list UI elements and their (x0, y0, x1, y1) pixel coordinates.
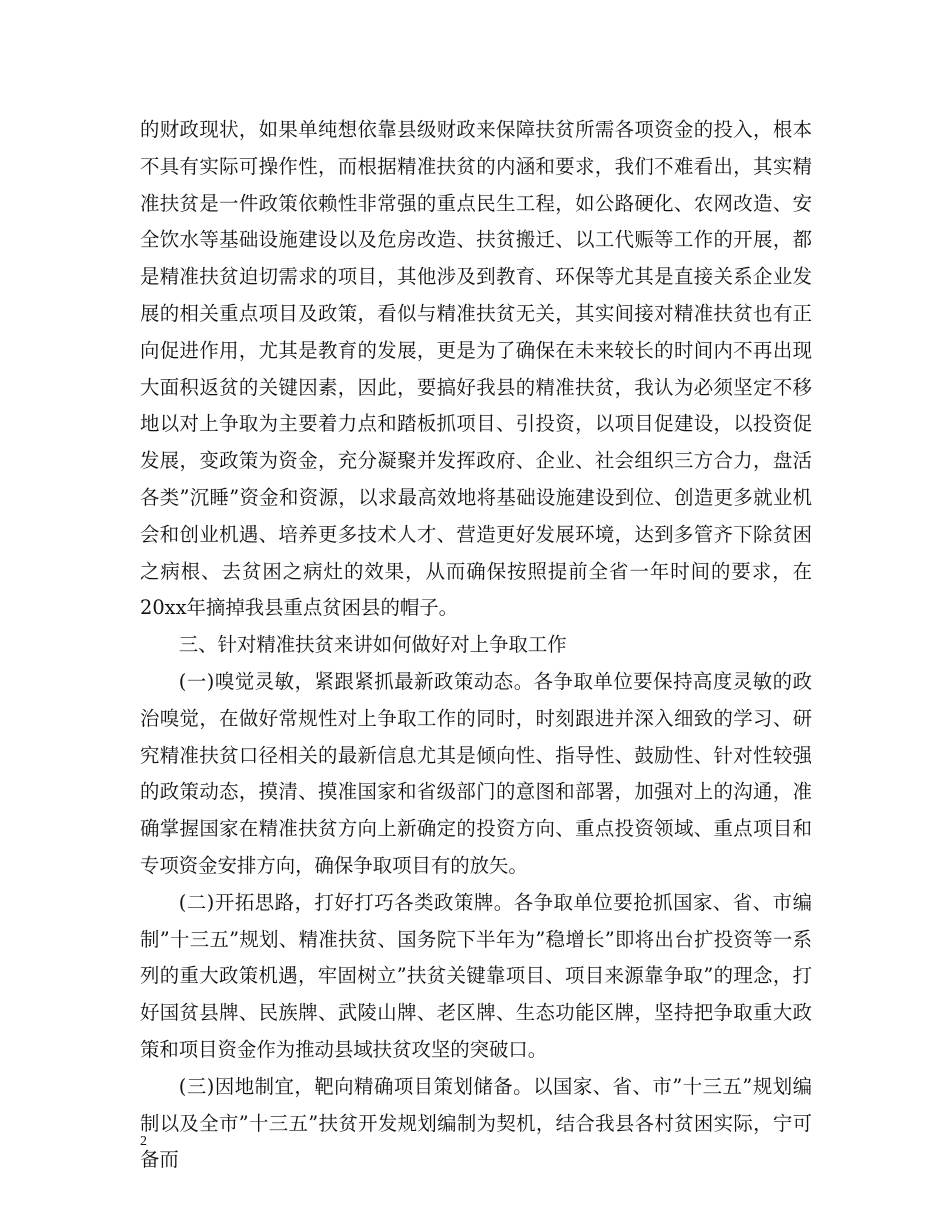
paragraph-continuation: 的财政现状，如果单纯想依靠县级财政来保障扶贫所需各项资金的投入，根本不具有实际可操作性，而根据精准扶贫的内涵和要求，我们不难看出，其实精准扶贫是一件政策依赖性非常强的重点民生工程，如公路硬化、农网改造、安全饮水等基础设施建设以及危房改造、扶贫搬迁、以工代赈等工作的开展，都是精准扶贫迫切需求的项目，其他涉及到教育、环保等尤其是直接关系企业发展的相关重点项目及政策，看似与精准扶贫无关，其实间接对精准扶贫也有正向促进作用，尤其是教育的发展，更是为了确保在未来较长的时间内不再出现大面积返贫的关键因素，因此，要搞好我县的精准扶贫，我认为必须坚定不移地以对上争取为主要着力点和踏板抓项目、引投资，以项目促建设，以投资促发展，变政策为资金，充分凝聚并发挥政府、企业、社会组织三方合力，盘活各类”沉睡”资金和资源，以求最高效地将基础设施建设到位、创造更多就业机会和创业机遇、培养更多技术人才、营造更好发展环境，达到多管齐下除贫困之病根、去贫困之病灶的效果，从而确保按照提前全省一年时间的要求，在20xx年摘掉我县重点贫困县的帽子。 (140, 118, 812, 620)
document-body (140, 112, 812, 1179)
paragraph-item-3: (三)因地制宜，靶向精确项目策划储备。以国家、省、市”十三五”规划编制以及全市”十三五”扶贫开发规划编制为契机，结合我县各村贫困实际，宁可备而 (140, 1074, 812, 1172)
paragraph-item-1: (一)嗅觉灵敏，紧跟紧抓最新政策动态。各争取单位要保持高度灵敏的政治嗅觉，在做好常规性对上争取工作的同时，时刻跟进并深入细致的学习、研究精准扶贫口径相关的最新信息尤其是倾向性、指导性、鼓励性、针对性较强的政策动态，摸清、摸准国家和省级部门的意图和部署，加强对上的沟通，准确掌握国家在精准扶贫方向上新确定的投资方向、重点投资领域、重点项目和专项资金安排方向，确保争取项目有的放矢。 (140, 669, 812, 877)
section-heading: 三、针对精准扶贫来讲如何做好对上争取工作 (178, 633, 567, 657)
page-number: 2 (140, 1134, 147, 1149)
paragraph-item-2: (二)开拓思路，打好打巧各类政策牌。各争取单位要抢抓国家、省、市编制”十三五”规划、精准扶贫、国务院下半年为”稳增长”即将出台扩投资等一系列的重大政策机遇，牢固树立”扶贫关键靠项目、项目来源靠争取”的理念，打好国贫县牌、民族牌、武陵山牌、老区牌、生态功能区牌，坚持把争取重大政策和项目资金作为推动县域扶贫攻坚的突破口。 (140, 890, 812, 1061)
